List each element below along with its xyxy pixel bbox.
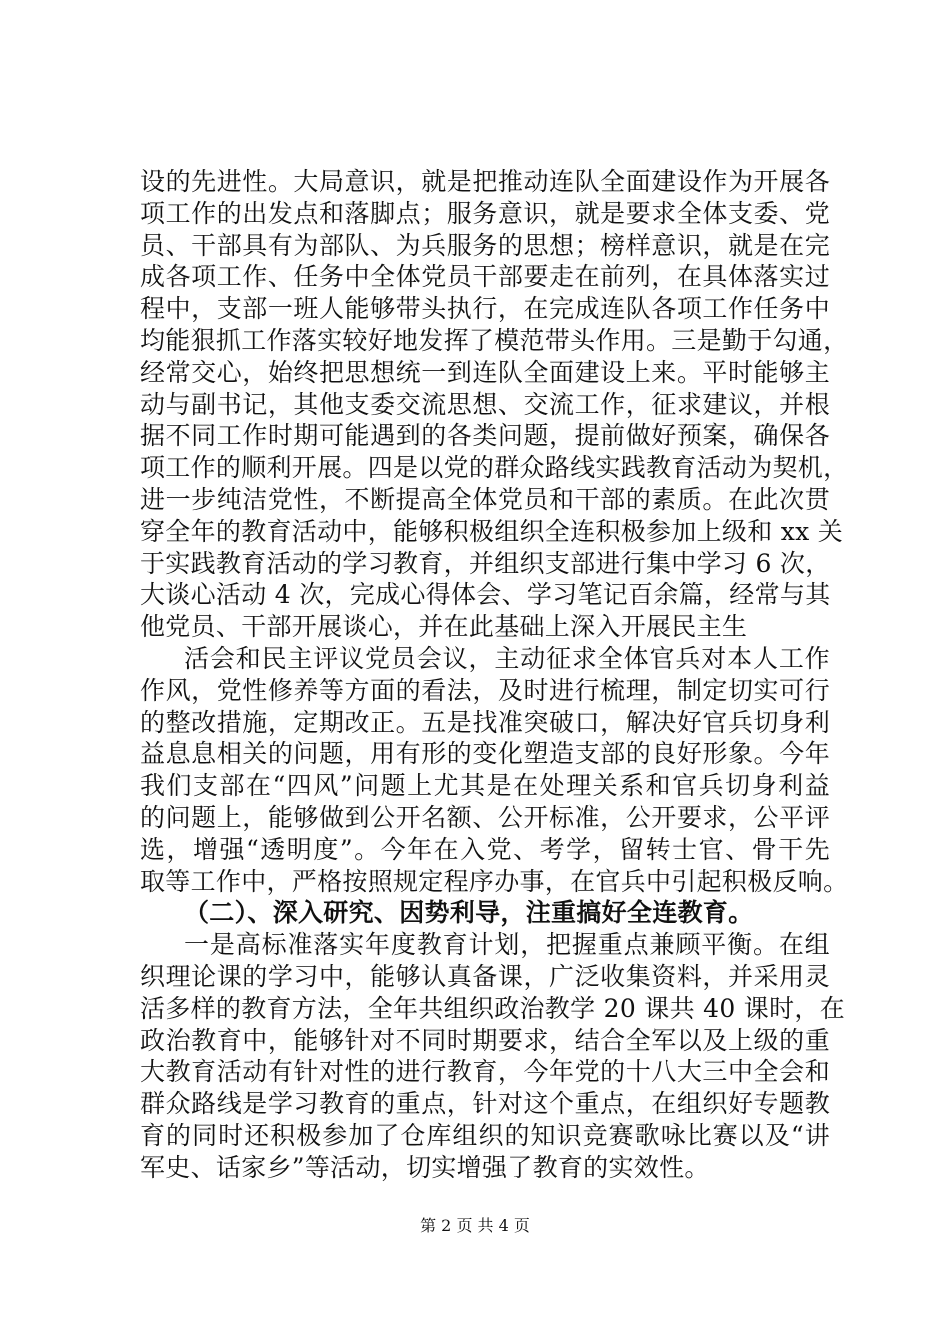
text-line: 作风，党性修养等方面的看法，及时进行梳理，制定切实可行 bbox=[140, 675, 830, 705]
text-line: 项工作的出发点和落脚点；服务意识，就是要求全体支委、党 bbox=[140, 198, 830, 228]
text-line: 取等工作中，严格按照规定程序办事，在官兵中引起积极反响。 bbox=[140, 866, 849, 896]
text-line: 经常交心，始终把思想统一到连队全面建设上来。平时能够主 bbox=[140, 357, 830, 387]
text-line: 员、干部具有为部队、为兵服务的思想；榜样意识，就是在完 bbox=[140, 230, 830, 260]
section-heading: （二）、深入研究、因势利导，注重搞好全连教育。 bbox=[184, 898, 754, 928]
text-line: 均能狠抓工作落实较好地发挥了模范带头作用。三是勤于勾通， bbox=[140, 325, 849, 355]
text-line: 一是高标准落实年度教育计划，把握重点兼顾平衡。在组 bbox=[184, 930, 830, 960]
text-line: 他党员、干部开展谈心，并在此基础上深入开展民主生 bbox=[140, 612, 748, 642]
text-line: 成各项工作、任务中全体党员干部要走在前列，在具体落实过 bbox=[140, 262, 830, 292]
page-footer: 第 2 页 共 4 页 bbox=[420, 1216, 530, 1235]
text-line: 政治教育中，能够针对不同时期要求，结合全军以及上级的重 bbox=[140, 1025, 830, 1055]
text-line: 于实践教育活动的学习教育，并组织支部进行集中学习 6 次， bbox=[140, 548, 831, 578]
text-line: 活会和民主评议党员会议，主动征求全体官兵对本人工作 bbox=[184, 643, 830, 673]
text-line: 活多样的教育方法，全年共组织政治教学 20 课共 40 课时，在 bbox=[140, 993, 846, 1023]
text-line: 项工作的顺利开展。四是以党的群众路线实践教育活动为契机， bbox=[140, 453, 849, 483]
text-line: 益息息相关的问题，用有形的变化塑造支部的良好形象。今年 bbox=[140, 739, 830, 769]
text-line: 进一步纯洁党性，不断提高全体党员和干部的素质。在此次贯 bbox=[140, 484, 830, 514]
text-line: 据不同工作时期可能遇到的各类问题，提前做好预案，确保各 bbox=[140, 421, 830, 451]
text-line: 军史、话家乡”等活动，切实增强了教育的实效性。 bbox=[140, 1152, 710, 1182]
body-text bbox=[140, 166, 849, 1184]
text-line: 群众路线是学习教育的重点，针对这个重点，在组织好专题教 bbox=[140, 1089, 830, 1119]
text-line: 程中，支部一班人能够带头执行，在完成连队各项工作任务中 bbox=[140, 294, 830, 324]
text-line: 大谈心活动 4 次，完成心得体会、学习笔记百余篇，经常与其 bbox=[140, 580, 831, 610]
text-line: 设的先进性。大局意识，就是把推动连队全面建设作为开展各 bbox=[140, 167, 830, 196]
text-line: 我们支部在“四风”问题上尤其是在处理关系和官兵切身利益 bbox=[140, 771, 830, 801]
text-line: 育的同时还积极参加了仓库组织的知识竞赛歌咏比赛以及“讲 bbox=[140, 1120, 830, 1150]
text-line: 大教育活动有针对性的进行教育，今年党的十八大三中全会和 bbox=[140, 1057, 830, 1087]
text-line: 动与副书记，其他支委交流思想、交流工作，征求建议，并根 bbox=[140, 389, 830, 419]
text-line: 选，增强“透明度”。今年在入党、考学，留转士官、骨干先 bbox=[140, 834, 830, 864]
text-line: 的问题上，能够做到公开名额、公开标准，公开要求，公平评 bbox=[140, 802, 830, 832]
text-line: 织理论课的学习中，能够认真备课，广泛收集资料，并采用灵 bbox=[140, 961, 830, 991]
text-line: 穿全年的教育活动中，能够积极组织全连积极参加上级和 xx 关 bbox=[140, 516, 844, 546]
text-line: 的整改措施，定期改正。五是找准突破口，解决好官兵切身利 bbox=[140, 707, 830, 737]
